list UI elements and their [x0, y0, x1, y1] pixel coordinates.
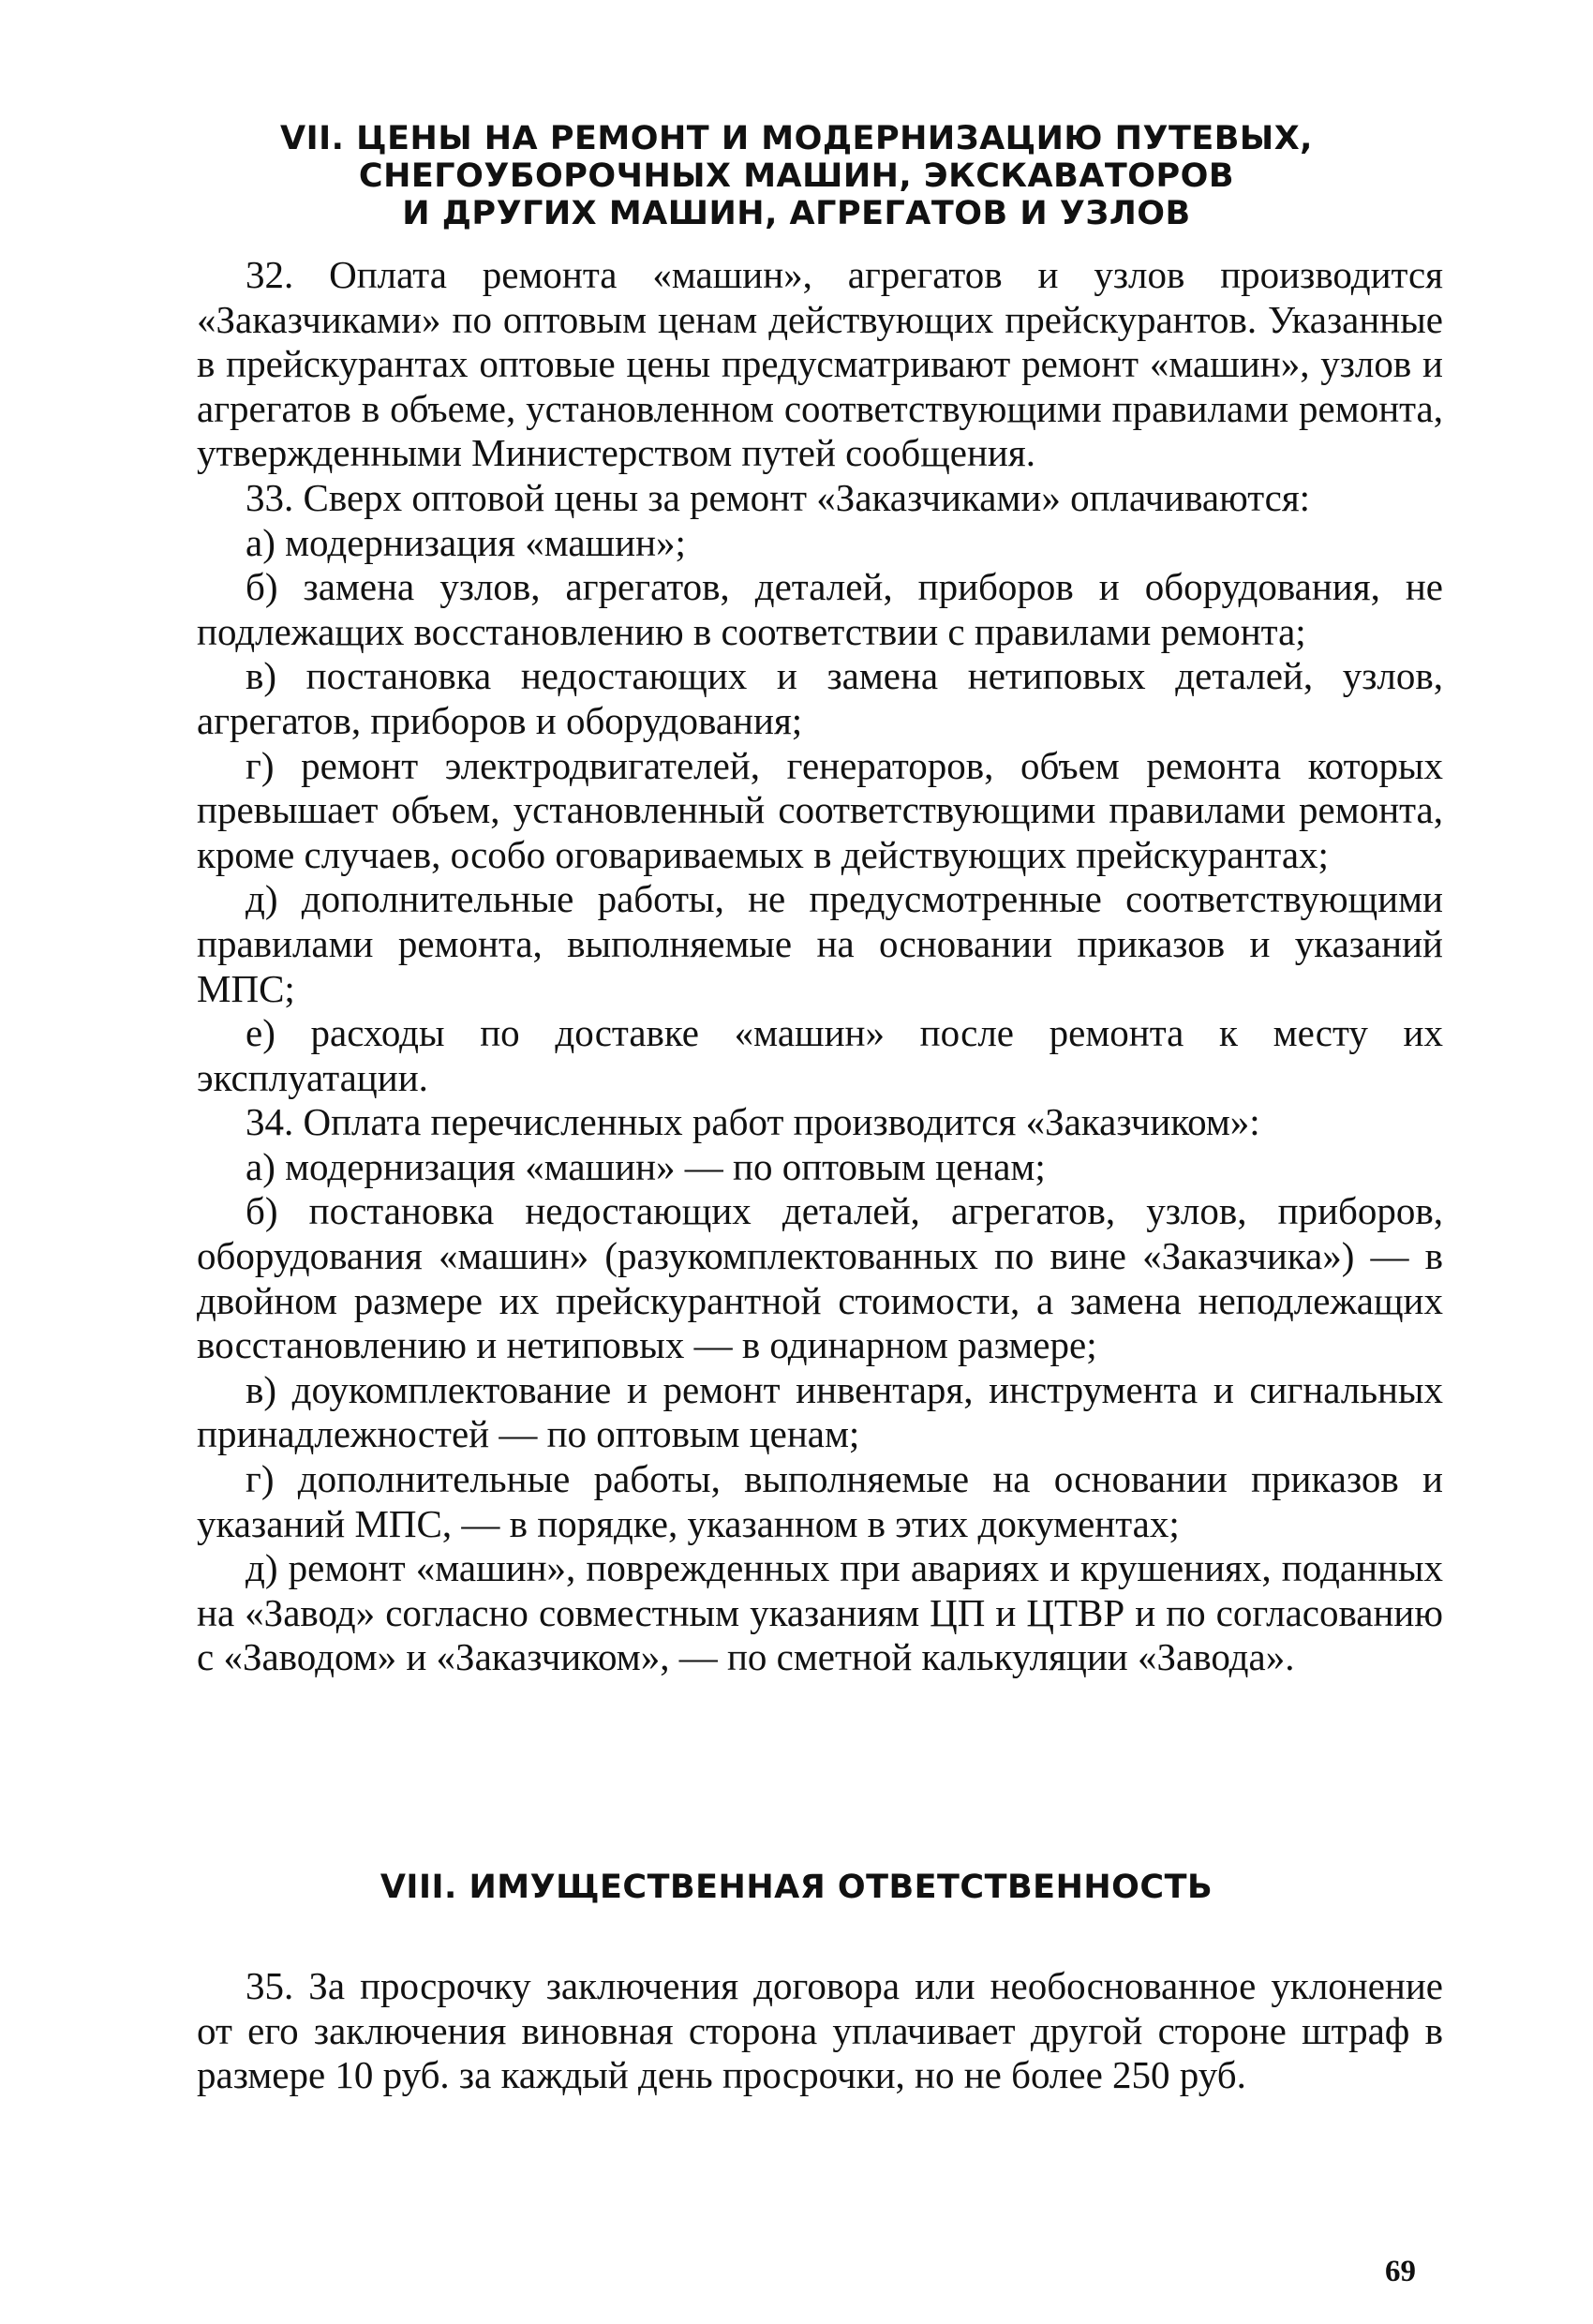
paragraph-33: 33. Сверх оптовой цены за ремонт «Заказчиками» оплачиваются: [246, 475, 1311, 519]
list-item-34a: а) модернизация «машин» — по оптовым ценам; [246, 1144, 1046, 1188]
section-viii-body [197, 1964, 1443, 2098]
section-heading-viii [141, 1869, 1452, 1906]
list-item-33g: г) ремонт электродвигателей, генераторов, объем ремонта которых превышает объем, установленный соответствующими правилами ремонта, кроме случаев, особо оговариваемых в действующих прейскурантах; [197, 743, 1443, 876]
paragraph-34: 34. Оплата перечисленных работ производится «Заказчиком»: [246, 1100, 1260, 1144]
section-heading-line: И ДРУГИХ МАШИН, АГРЕГАТОВ И УЗЛОВ [402, 195, 1191, 232]
page-number: 69 [1385, 2255, 1416, 2288]
list-item-33d: д) дополнительные работы, не предусмотренные соответствующими правилами ремонта, выполняемые на основании приказов и указаний МПС; [197, 877, 1443, 1010]
list-item-33b: б) замена узлов, агрегатов, деталей, приборов и оборудования, не подлежащих восстановлению в соответствии с правилами ремонта; [197, 565, 1443, 653]
list-item-34d: д) ремонт «машин», поврежденных при авариях и крушениях, поданных на «Завод» согласно совместным указаниям ЦП и ЦТВР и по согласованию с «Заводом» и «Заказчиком», — по сметной калькуляции «Завода». [197, 1546, 1443, 1679]
section-vii-body [197, 253, 1443, 1680]
paragraph-35: 35. За просрочку заключения договора или необоснованное уклонение от его заключения виновная сторона уплачивает другой стороне штраф в размере 10 руб. за каждый день просрочки, но не более 250 руб. [197, 1964, 1443, 2097]
list-item-34g: г) дополнительные работы, выполняемые на основании приказов и указаний МПС, — в порядке, указанном в этих документах; [197, 1457, 1443, 1545]
paragraph-32: 32. Оплата ремонта «машин», агрегатов и узлов производится «Заказчиками» по оптовым ценам действующих прейскурантов. Указанные в прейскурантах оптовые цены предусматривают ремонт «машин», узлов и агрегатов в объеме, установленном соответствующими правилами ремонта, утвержденными Министерством путей сообщения. [197, 253, 1443, 475]
list-item-33v: в) постановка недостающих и замена нетиповых деталей, узлов, агрегатов, приборов и оборудования; [197, 654, 1443, 742]
section-heading-line: СНЕГОУБОРОЧНЫХ МАШИН, ЭКСКАВАТОРОВ [358, 157, 1235, 195]
list-item-34b: б) постановка недостающих деталей, агрегатов, узлов, приборов, оборудования «машин» (разукомплектованных по вине «Заказчика») — в двойном размере их прейскурантной стоимости, а замена неподлежащих восстановлению и нетиповых — в одинарном размере; [197, 1189, 1443, 1367]
list-item-34v: в) доукомплектование и ремонт инвентаря, инструмента и сигнальных принадлежностей — по оптовым ценам; [197, 1367, 1443, 1456]
section-heading-vii [141, 120, 1452, 232]
section-heading-line: VIII. ИМУЩЕСТВЕННАЯ ОТВЕТСТВЕННОСТЬ [380, 1869, 1213, 1906]
section-heading-line: VII. ЦЕНЫ НА РЕМОНТ И МОДЕРНИЗАЦИЮ ПУТЕВЫХ, [280, 120, 1313, 157]
list-item-33a: а) модернизация «машин»; [246, 520, 686, 564]
list-item-33e: е) расходы по доставке «машин» после ремонта к месту их эксплуатации. [197, 1011, 1443, 1099]
